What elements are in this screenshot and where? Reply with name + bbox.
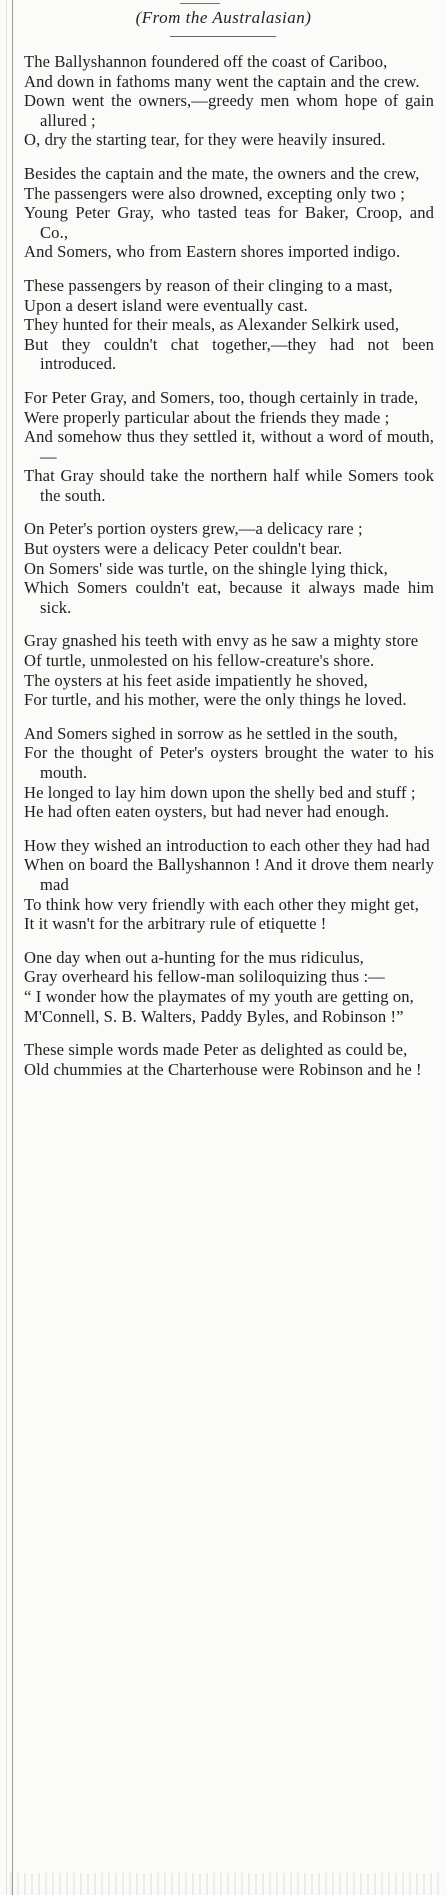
column-rule-faint xyxy=(6,0,7,1895)
poem-line: Gray overheard his fellow-man soliloquizing thus :— xyxy=(24,967,385,987)
poem-line: Gray gnashed his teeth with envy as he saw a mighty store xyxy=(24,631,419,651)
stanza xyxy=(24,631,434,709)
poem-line: And down in fathoms many went the captain and the crew. xyxy=(24,71,420,91)
top-rule xyxy=(180,3,220,4)
poem-line: “ I wonder how the playmates of my youth are getting on, xyxy=(24,986,414,1006)
poem-line: Of turtle, unmolested on his fellow-creature's shore. xyxy=(24,651,375,671)
stanza xyxy=(24,948,434,1026)
stanza xyxy=(24,836,434,934)
poem-line: How they wished an introduction to each other they had had xyxy=(24,835,430,855)
poem-line: The oysters at his feet aside impatiently he shoved, xyxy=(24,670,368,690)
poem-line: And Somers, who from Eastern shores imported indigo. xyxy=(24,242,401,262)
poem-line: For turtle, and his mother, were the only things he loved. xyxy=(24,690,407,710)
poem-line: For the thought of Peter's oysters brought the water to his mouth. xyxy=(24,743,434,782)
poem-line: But they couldn't chat together,—they had not been introduced. xyxy=(24,334,434,374)
poem-line: For Peter Gray, and Somers, too, though certainly in trade, xyxy=(24,387,419,407)
poem-line: Down went the owners,—greedy men whom hope of gain allured ; xyxy=(24,91,434,130)
source-attribution: (From the Australasian) xyxy=(135,8,312,27)
poem-line: Young Peter Gray, who tasted teas for Baker, Croop, and Co., xyxy=(24,203,434,242)
poem-line: On Somers' side was turtle, on the shingle lying thick, xyxy=(24,558,388,578)
poem-line: When on board the Ballyshannon ! And it drove them nearly mad xyxy=(24,855,434,894)
poem-line: The Ballyshannon foundered off the coast of Cariboo, xyxy=(24,52,388,71)
poem-line: These passengers by reason of their clinging to a mast, xyxy=(24,275,393,295)
poem-line: And Somers sighed in sorrow as he settled in the south, xyxy=(24,723,398,743)
stanza xyxy=(24,52,434,150)
stanza xyxy=(24,724,434,822)
poem-line: On Peter's portion oysters grew,—a delicacy rare ; xyxy=(24,519,363,539)
poem-line: Were properly particular about the friends they made ; xyxy=(24,407,390,427)
poem-line: Which Somers couldn't eat, because it always made him sick. xyxy=(24,578,434,617)
poem-line: One day when out a-hunting for the mus ridiculus, xyxy=(24,947,364,967)
poem-line: Besides the captain and the mate, the owners and the crew, xyxy=(24,163,420,183)
poem-line: Old chummies at the Charterhouse were Robinson and he ! xyxy=(24,1059,422,1079)
poem-line: To think how very friendly with each other they might get, xyxy=(24,894,419,914)
title-rule xyxy=(170,36,276,37)
poem-line: The passengers were also drowned, excepting only two ; xyxy=(24,183,405,203)
poem-line: But oysters were a delicacy Peter couldn't bear. xyxy=(24,539,343,559)
stanza xyxy=(24,388,434,506)
poem-line: These simple words made Peter as delighted as could be, xyxy=(24,1040,408,1060)
column-rule xyxy=(12,0,13,1895)
poem-line: M'Connell, S. B. Walters, Paddy Byles, and Robinson !” xyxy=(24,1006,404,1026)
stanza xyxy=(24,164,434,262)
poem-line: Upon a desert island were eventually cast. xyxy=(24,295,308,315)
poem-line: O, dry the starting tear, for they were heavily insured. xyxy=(24,130,386,150)
header xyxy=(0,8,447,28)
poem-line: They hunted for their meals, as Alexander Selkirk used, xyxy=(24,315,400,335)
poem-line: That Gray should take the northern half while Somers took the south. xyxy=(24,466,434,505)
poem-body xyxy=(24,52,434,1093)
poem-line: It it wasn't for the arbitrary rule of etiquette ! xyxy=(24,914,327,934)
poem-line: And somehow thus they settled it, without a word of mouth,— xyxy=(24,427,434,466)
print-noise xyxy=(10,1873,440,1895)
stanza xyxy=(24,1040,434,1079)
poem-line: He had often eaten oysters, but had never had enough. xyxy=(24,802,390,822)
stanza xyxy=(24,276,434,374)
poem-line: He longed to lay him down upon the shelly bed and stuff ; xyxy=(24,782,416,802)
stanza xyxy=(24,519,434,617)
